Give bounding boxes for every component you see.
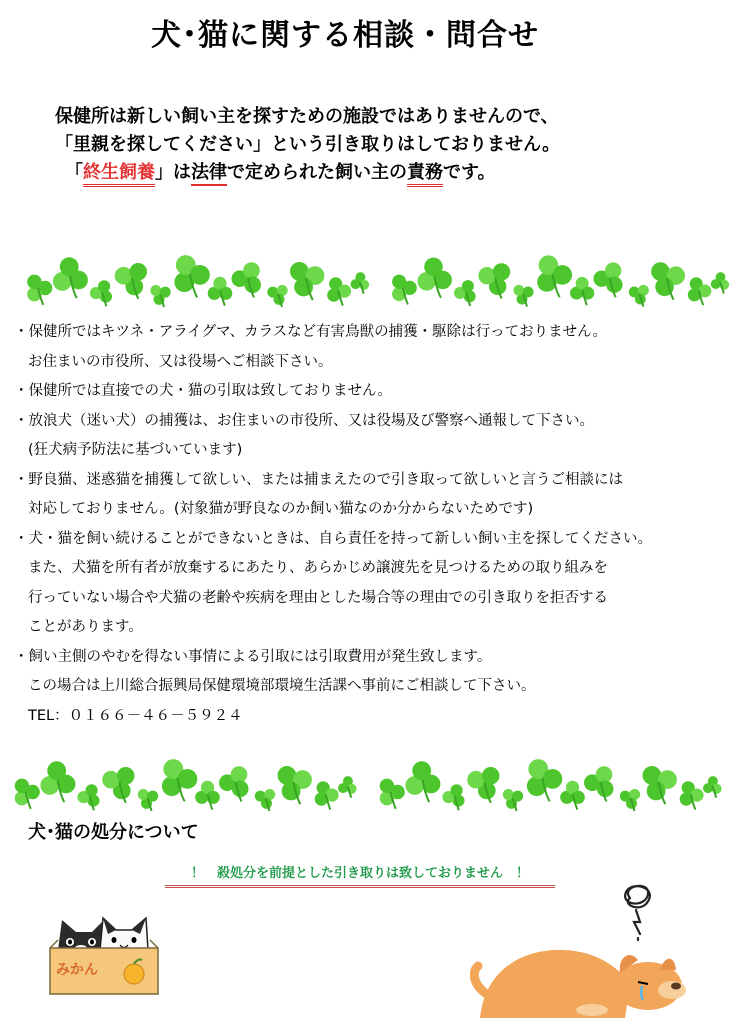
clover-leaf — [584, 766, 614, 801]
clover-leaf — [711, 272, 729, 293]
clover-leaf — [162, 759, 197, 801]
clover-leaf — [629, 285, 649, 307]
cats-in-box-icon — [48, 912, 163, 997]
clover-leaf — [478, 263, 510, 298]
clover-leaf — [53, 257, 88, 298]
clover-leaf — [405, 761, 440, 802]
clover-leaf — [255, 789, 275, 811]
clover-leaf — [537, 255, 572, 297]
clover-leaf — [77, 784, 99, 810]
notes-list — [14, 318, 734, 731]
clover-leaf — [219, 766, 249, 801]
note-line: この場合は上川総合振興局保健環境部環境生活課へ事前にご相談して下さい。 — [28, 678, 536, 694]
clover-leaf — [442, 784, 464, 810]
note-line: ・保健所では直接での犬・猫の引取は致しておりません。 — [14, 383, 392, 399]
note-line: ・放浪犬（迷い犬）の捕獲は、お住まいの市役所、又は役場及び警察へ通報して下さい。 — [14, 412, 594, 429]
intro-end-text: です。 — [443, 162, 496, 183]
clover-leaf — [327, 277, 351, 305]
note-line: ・犬・猫を飼い続けることができないときは、自ら責任を持って新しい飼い主を探してください。 — [14, 530, 652, 547]
note-line: ことがあります。 — [28, 619, 143, 635]
clover-leaf — [651, 262, 685, 300]
clover-leaf — [40, 761, 75, 802]
clover-leaf — [267, 285, 287, 307]
clover-leaf — [620, 789, 640, 811]
clover-leaf — [454, 280, 476, 306]
note-line: ・野良猫、迷惑猫を捕獲して欲しい、または捕まえたので引き取って欲しいと言うご相談には — [14, 471, 623, 488]
clover-leaf — [570, 277, 594, 305]
clover-leaf — [90, 280, 112, 306]
clover-leaf — [232, 262, 262, 297]
duty-text: 責務 — [407, 162, 443, 187]
page-title: 犬･猫に関する相談・問合せ — [151, 18, 539, 53]
clover-leaf — [102, 767, 134, 803]
note-line: お住まいの市役所、又は役場へご相談下さい。 — [28, 353, 333, 370]
clover-leaf — [138, 789, 158, 811]
clover-leaf — [174, 255, 209, 297]
phone-number: TEL：０１６６－４６－５９２４ — [28, 707, 243, 724]
intro-mid-text: で定められた飼い主の — [227, 162, 407, 183]
bracket-open: 「 — [65, 162, 83, 183]
clover-leaf — [150, 285, 170, 307]
clover-band-bottom-left — [5, 752, 360, 812]
law-text: 法律 — [191, 162, 227, 186]
note-line: ・飼い主側のやむを得ない事情による引取には引取費用が発生致します。 — [14, 648, 492, 665]
clover-leaf — [503, 789, 523, 811]
clover-leaf — [417, 258, 452, 298]
disposal-heading: 犬･猫の処分について — [28, 822, 199, 843]
clover-leaf — [703, 776, 722, 798]
clover-leaf — [27, 275, 52, 305]
sad-dog-icon — [470, 878, 695, 1018]
clover-leaf — [115, 263, 147, 299]
clover-leaf — [15, 779, 40, 809]
clover-leaf — [338, 776, 357, 798]
clover-leaf — [392, 275, 417, 305]
intro-line-3 — [55, 159, 705, 187]
no-euthanasia-warning: ！ 殺処分を前提とした引き取りは致しておりません ！ — [165, 862, 555, 888]
clover-icon — [20, 248, 370, 308]
clover-leaf — [278, 766, 312, 804]
clover-icon — [385, 248, 730, 308]
note-line: また、犬猫を所有者が放棄するにあたり、あらかじめ譲渡先を見つけるための取り組みを — [28, 560, 608, 576]
bracket-close: 」は — [155, 162, 191, 183]
note-line: 対応しておりません。(対象猫が野良なのか飼い猫なのか分からないためです) — [28, 501, 534, 517]
clover-leaf — [380, 779, 405, 809]
intro-block — [55, 103, 705, 187]
clover-leaf — [351, 272, 370, 294]
clover-icon — [370, 752, 725, 812]
clover-leaf — [688, 277, 712, 305]
note-line: ・保健所ではキツネ・アライグマ、カラスなど有害鳥獣の捕獲・駆除は行っておりません。 — [14, 324, 608, 340]
clover-leaf — [208, 277, 233, 306]
clover-leaf — [527, 759, 562, 801]
clover-band-top-left — [20, 248, 370, 308]
intro-line-1: 保健所は新しい飼い主を探すための施設ではありませんので、 — [55, 106, 559, 127]
box-label: みかん — [56, 961, 98, 977]
lifetime-care-text: 終生飼養 — [83, 162, 155, 187]
clover-leaf — [467, 767, 499, 803]
clover-leaf — [315, 781, 339, 809]
intro-line-2: 「里親を探してください」という引き取りはしておりません。 — [55, 134, 561, 155]
clover-leaf — [195, 781, 220, 810]
clover-band-bottom-right — [370, 752, 725, 812]
clover-leaf — [680, 781, 704, 809]
clover-icon — [5, 752, 360, 812]
clover-leaf — [643, 766, 677, 804]
clover-leaf — [513, 285, 533, 307]
clover-leaf — [593, 262, 622, 297]
clover-leaf — [560, 781, 585, 810]
clover-leaf — [290, 262, 324, 300]
note-line: 行っていない場合や犬猫の老齢や疾病を理由とした場合等の理由での引き取りを拒否する — [28, 589, 608, 606]
clover-band-top-right — [385, 248, 730, 308]
note-line: (狂犬病予防法に基づいています) — [28, 442, 243, 458]
